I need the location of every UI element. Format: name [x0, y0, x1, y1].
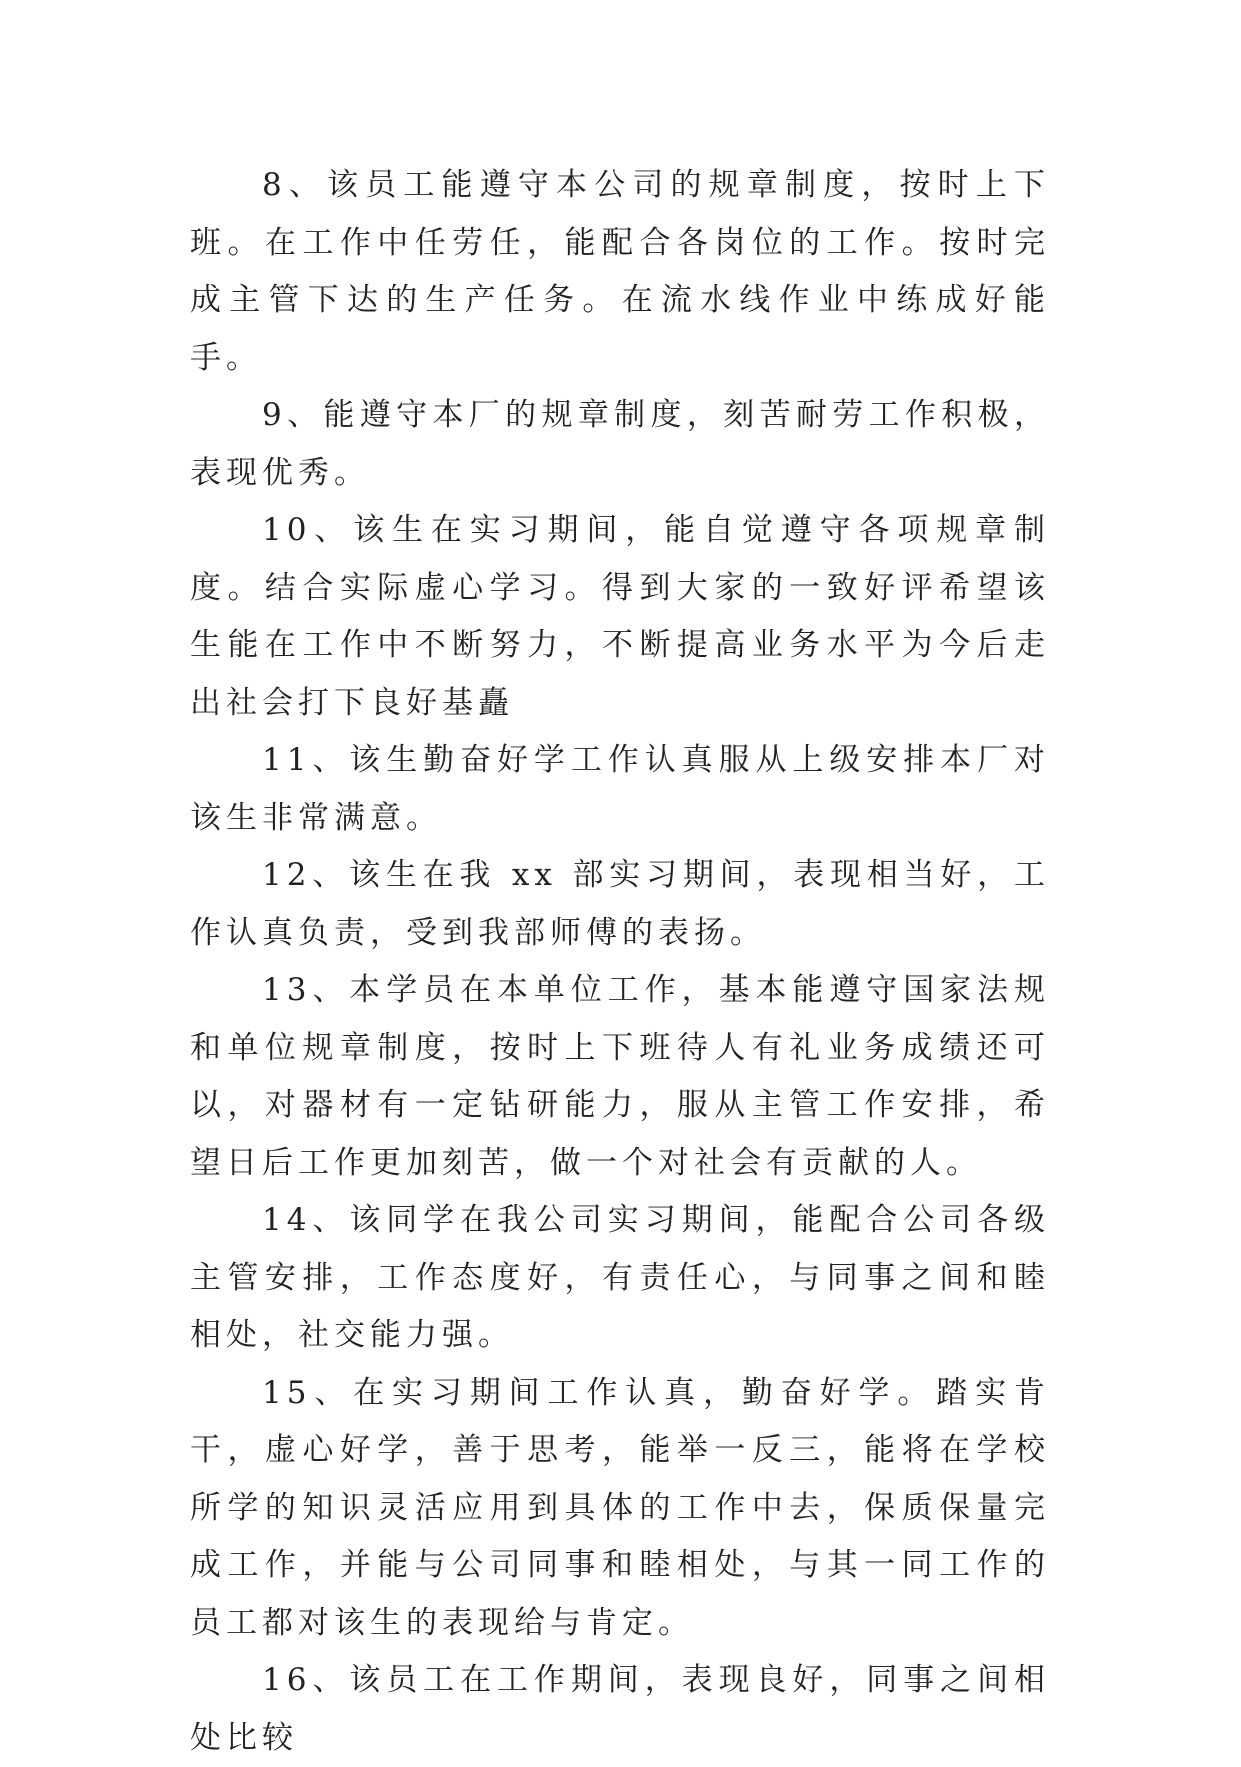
- paragraph-14: 14、该同学在我公司实习期间，能配合公司各级主管安排，工作态度好，有责任心，与同事之间和睦相处，社交能力强。: [190, 1202, 1050, 1353]
- paragraph-8: 8、该员工能遵守本公司的规章制度，按时上下班。在工作中任劳任，能配合各岗位的工作。按时完成主管下达的生产任务。在流水线作业中练成好能手。: [190, 167, 1050, 376]
- paragraph-10: 10、该生在实习期间，能自觉遵守各项规章制度。结合实际虚心学习。得到大家的一致好评希望该生能在工作中不断努力，不断提高业务水平为今后走出社会打下良好基矗: [190, 512, 1050, 721]
- paragraph-13: 13、本学员在本单位工作，基本能遵守国家法规和单位规章制度，按时上下班待人有礼业务成绩还可以，对器材有一定钻研能力，服从主管工作安排，希望日后工作更加刻苦，做一个对社会有贡献的人。: [190, 972, 1050, 1181]
- paragraph-11: 11、该生勤奋好学工作认真服从上级安排本厂对该生非常满意。: [190, 742, 1050, 836]
- paragraph-9: 9、能遵守本厂的规章制度，刻苦耐劳工作积极，表现优秀。: [190, 397, 1050, 491]
- paragraph-16: 16、该员工在工作期间，表现良好，同事之间相处比较: [190, 1662, 1050, 1756]
- paragraph-15: 15、在实习期间工作认真，勤奋好学。踏实肯干，虚心好学，善于思考，能举一反三，能将在学校所学的知识灵活应用到具体的工作中去，保质保量完成工作，并能与公司同事和睦相处，与其一同工作的员工都对该生的表现给与肯定。: [190, 1374, 1050, 1641]
- paragraph-12: 12、该生在我 xx 部实习期间，表现相当好，工作认真负责，受到我部师傅的表扬。: [190, 857, 1050, 951]
- document-body: [190, 157, 1050, 1767]
